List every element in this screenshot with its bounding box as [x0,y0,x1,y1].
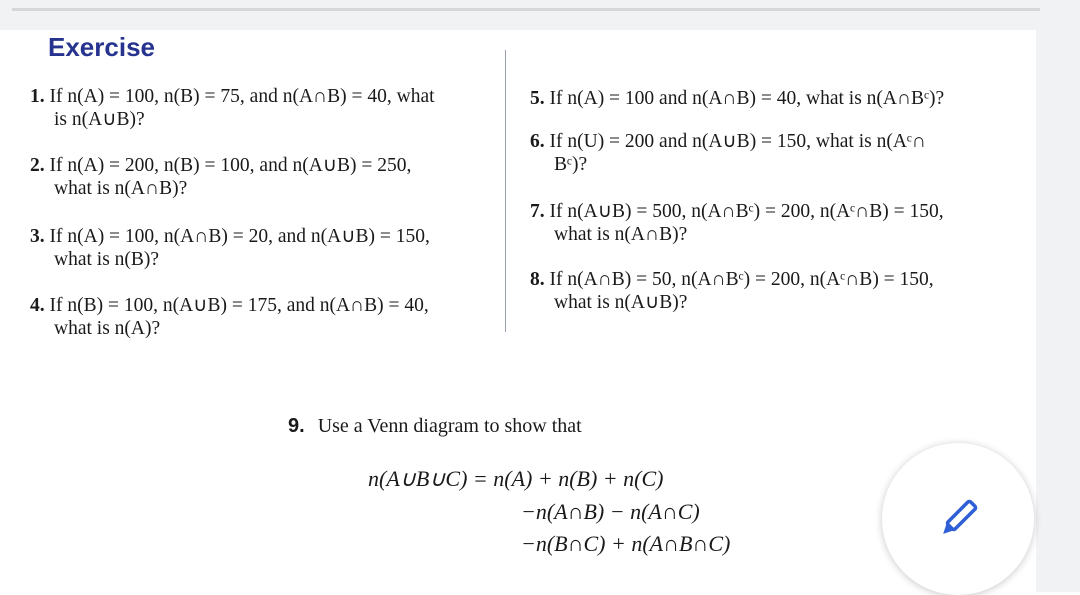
problem-text: If n(A) = 100 and n(A∩B) = 40, what is n(A∩Bᶜ)? [549,88,945,109]
top-bar [0,0,1080,30]
problem-number: 6. [530,131,545,152]
problem-9 [288,415,582,438]
problem-4 [30,294,429,340]
equation-line-3: −n(B∩C) + n(A∩B∩C) [521,531,731,556]
problem-number: 9. [288,415,305,437]
exercise-title: Exercise [48,32,155,62]
problem-number: 7. [530,201,545,222]
problem-text-cont: what is n(A∩B)? [54,178,188,199]
problem-number: 8. [530,269,545,290]
problem-text: If n(U) = 200 and n(A∪B) = 150, what is n(Aᶜ∩ [549,131,926,152]
problem-8 [530,268,934,314]
problem-text-cont: what is n(A)? [54,318,161,339]
problem-text: If n(A∩B) = 50, n(A∩Bᶜ) = 200, n(Aᶜ∩B) = 150, [549,269,934,290]
top-divider [12,8,1040,11]
problem-text: If n(A∪B) = 500, n(A∩Bᶜ) = 200, n(Aᶜ∩B) = 150, [549,201,944,222]
problem-text: Use a Venn diagram to show that [317,415,582,437]
problem-text-cont: what is n(B)? [54,249,160,270]
edit-button[interactable] [882,443,1034,595]
problem-number: 4. [30,295,45,316]
problem-text: If n(A) = 200, n(B) = 100, and n(A∪B) = 250, [49,155,412,176]
problem-5 [530,87,944,110]
problem-number: 2. [30,155,45,176]
problem-number: 5. [530,88,545,109]
problem-2 [30,154,411,200]
problem-number: 3. [30,226,45,247]
problem-7 [530,200,944,246]
problem-text: If n(A) = 100, n(B) = 75, and n(A∩B) = 40, what [49,86,435,107]
equation-line-2: −n(A∩B) − n(A∩C) [521,499,700,524]
problem-text: If n(A) = 100, n(A∩B) = 20, and n(A∪B) = 150, [49,226,430,247]
problem-text: If n(B) = 100, n(A∪B) = 175, and n(A∩B) = 40, [49,295,429,316]
column-divider [505,50,506,332]
problem-text-cont: what is n(A∪B)? [554,292,688,313]
problem-1 [30,85,435,131]
problem-text-cont: what is n(A∩B)? [554,224,688,245]
right-margin [1036,30,1080,592]
problem-text-cont: Bᶜ)? [554,154,588,175]
pencil-icon [933,494,983,544]
problem-text-cont: is n(A∪B)? [54,109,145,130]
problem-3 [30,225,430,271]
problem-number: 1. [30,86,45,107]
equation-line-1: n(A∪B∪C) = n(A) + n(B) + n(C) [368,466,664,491]
problem-6 [530,130,926,176]
